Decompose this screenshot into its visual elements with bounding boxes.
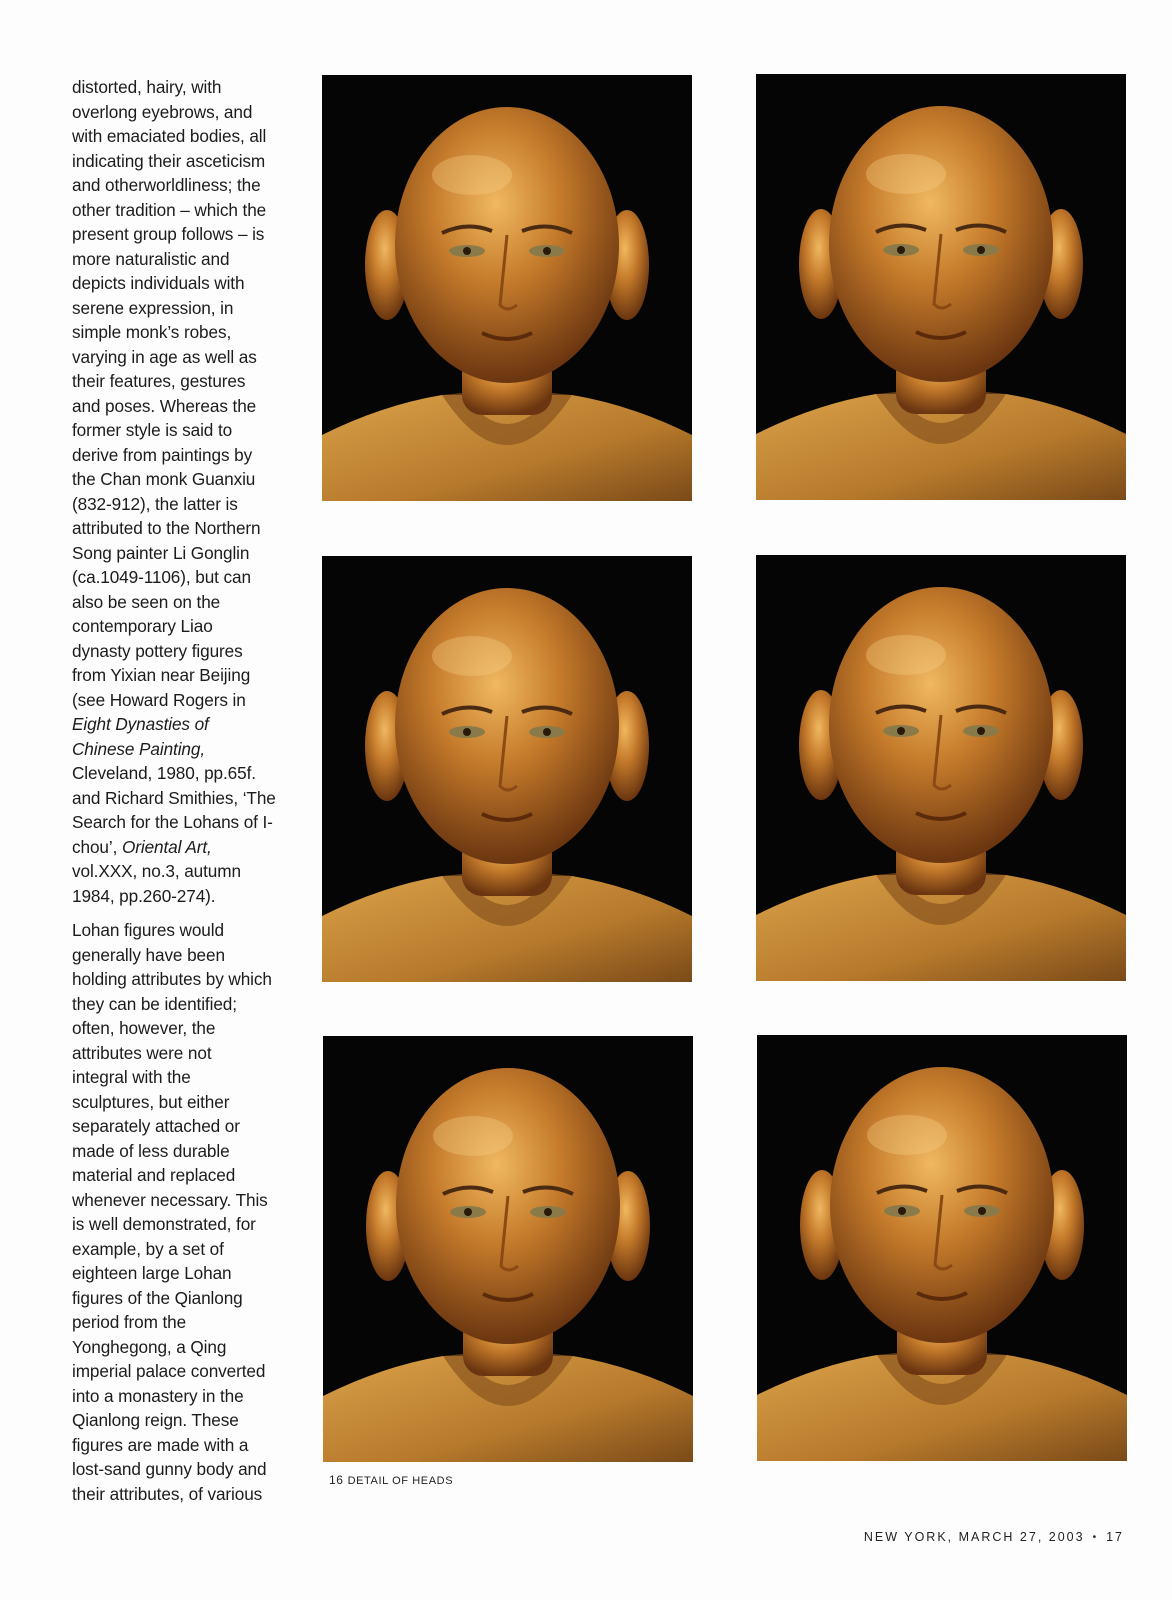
book-title: Eight Dynasties of Chinese Painting, (72, 714, 209, 759)
journal-title: Oriental Art, (121, 836, 212, 857)
page-footer (864, 1530, 1124, 1544)
figure-number: 16 (329, 1473, 344, 1487)
footer-separator: • (1092, 1532, 1099, 1543)
lohan-head-photo-3 (322, 556, 692, 982)
body-text-column (72, 75, 294, 1516)
lohan-head-photo-5 (323, 1036, 693, 1462)
figure-caption (329, 1473, 453, 1487)
lohan-head-photo-6 (757, 1035, 1127, 1461)
paragraph-1-text: distorted, hairy, with overlong eyebrows, and with emaciated bodies, all indicating their asceticism and otherworldliness; the other tradition – which the present group follows – is more naturalistic and depicts individuals with serene expression, in simple monk’s robes, varying in age as well as their features, gestures and poses. Whereas the former style is said to derive from paintings by the Chan monk Guanxiu (832-912), the latter is attributed to the Northern Song painter Li Gonglin (ca.1049-1106), but can also be seen on the contemporary Liao dynasty pottery figures from Yixian near Beijing (see Howard Rogers in (72, 77, 267, 710)
page-number: 17 (1106, 1530, 1124, 1544)
lohan-head-photo-2 (756, 74, 1126, 500)
paragraph-2: Lohan figures would generally have been holding attributes by which they can be identified; often, however, the attributes were not integral with the sculptures, but either separately attached or made of less durable material and replaced whenever necessary. This is well demonstrated, for example, by a set of eighteen large Lohan figures of the Qianlong period from the Yonghegong, a Qing imperial palace converted into a monastery in the Qianlong reign. These figures are made with a lost-sand gunny body and their attributes, of various (72, 920, 272, 1504)
lohan-head-photo-4 (756, 555, 1126, 981)
paragraph-1 (72, 75, 294, 908)
figure-caption-text: DETAIL OF HEADS (347, 1475, 454, 1487)
paragraph-1-text-cont: Cleveland, 1980, pp.65f. and Richard Smithies, ‘The Search for the Lohans of I- chou’, (72, 763, 276, 857)
lohan-head-photo-1 (322, 75, 692, 501)
paragraph-1-text-end: vol.XXX, no.3, autumn 1984, pp.260-274). (72, 861, 241, 906)
footer-location-date: NEW YORK, MARCH 27, 2003 (863, 1530, 1085, 1544)
